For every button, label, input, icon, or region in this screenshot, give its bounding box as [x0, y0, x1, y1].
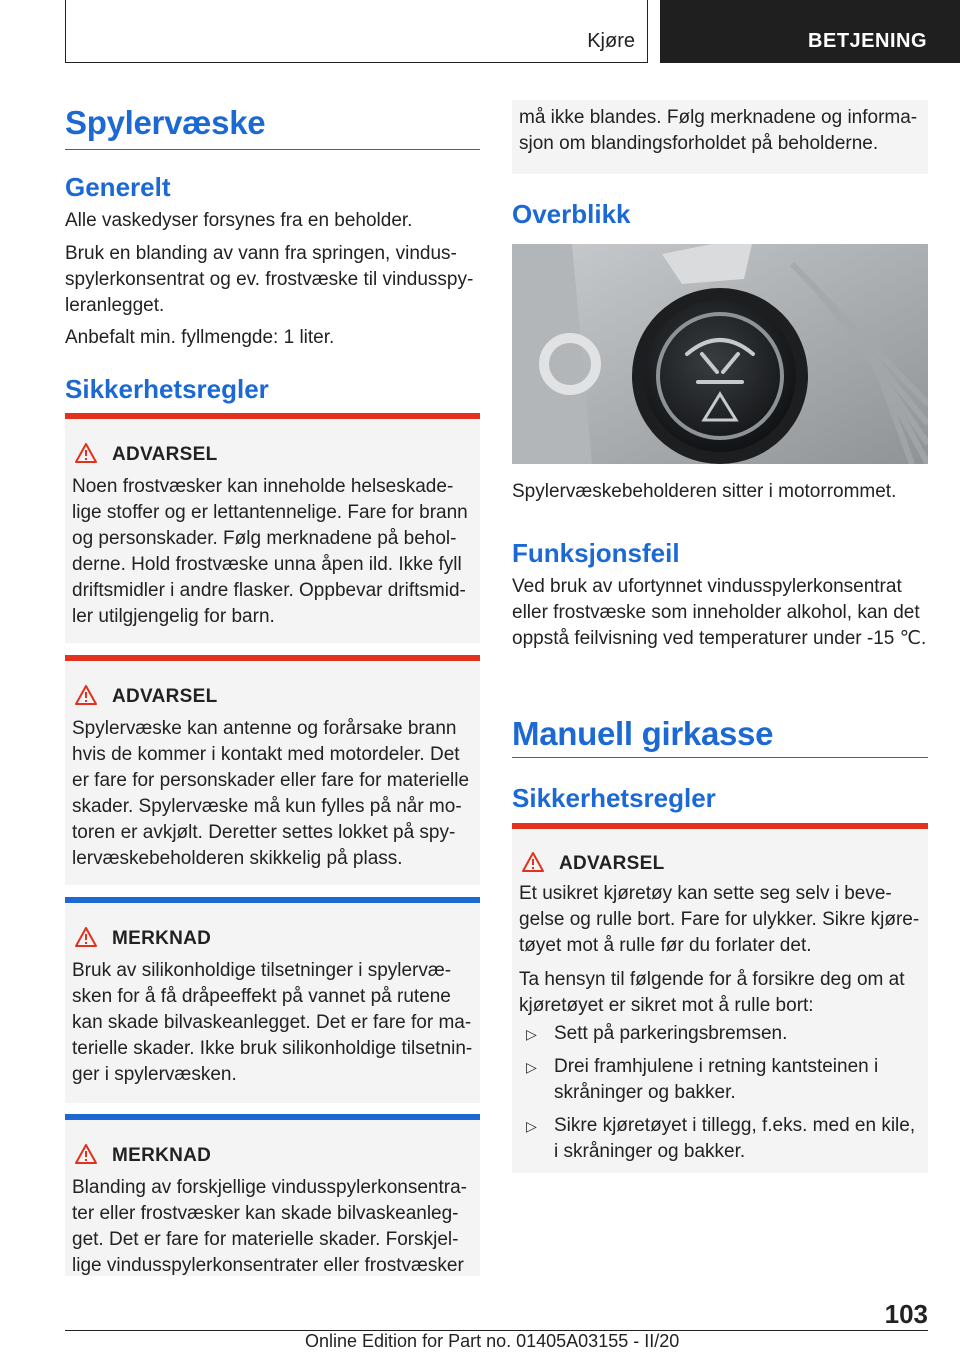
warning-notice-1	[65, 413, 480, 643]
notice-text: Spylervæske kan antenne og forårsake brann hvis de kommer i kontakt med motordeler. Det er fare for personskader eller fare for materielle skader. Spylervæske må kun fylles på når mo-toren er avkjølt. Deretter settes lokket på spy-lervæskebeholderen skikkelig på plass.	[72, 718, 470, 869]
general-paragraph-1: Alle vaskedyser forsynes fra en beholder.	[65, 210, 413, 231]
list-item-text: Sett på parkeringsbremsen.	[554, 1023, 788, 1044]
notice-paragraph-2: Ta hensyn til følgende for å forsikre deg om at kjøretøyet er sikret mot å rulle bort:	[519, 969, 905, 1016]
caution-notice-2	[65, 1114, 480, 1276]
page-number: 103	[884, 1299, 928, 1329]
list-item-text: Drei framhjulene i retning kantsteinen i skråninger og bakker.	[554, 1056, 879, 1103]
notice-text: må ikke blandes. Følg merknadene og informa-sjon om blandingsforholdet på beholderne.	[519, 107, 918, 154]
photo-caption: Spylervæskebeholderen sitter i motorrommet.	[512, 481, 897, 502]
header-section-label: Kjøre	[587, 30, 635, 52]
title-rule	[65, 149, 480, 150]
header-frame	[65, 0, 648, 63]
notice-text: Noen frostvæsker kan inneholde helseskade-lige stoffer og er lettantennelige. Fare for brann og personskader. Følg merknadene på behol-derne. Hold frostvæske unna åpen ild. Ikke fyll driftsmidler i andre flasker. Oppbevar driftsmid-ler utilgjengelig for barn.	[72, 476, 468, 627]
notice-title: MERKNAD	[112, 928, 212, 949]
warning-triangle-icon	[75, 443, 97, 463]
warning-triangle-icon	[522, 852, 544, 872]
bullet-list	[512, 1021, 922, 1172]
list-item	[512, 1113, 922, 1165]
title-rule	[512, 757, 928, 758]
triangle-bullet-icon: ▷	[526, 1118, 537, 1134]
overview-heading: Overblikk	[512, 199, 631, 229]
safety-heading: Sikkerhetsregler	[65, 374, 269, 404]
general-heading: Generelt	[65, 172, 171, 202]
malfunction-heading: Funksjonsfeil	[512, 538, 680, 568]
notice-paragraph-1: Et usikret kjøretøy kan sette seg selv i beve-gelse og rulle bort. Fare for ulykker. Sikre kjøre-tøyet mot å rulle før du forlater det.	[519, 883, 920, 956]
notice-text: Blanding av forskjellige vindusspylerkonsentra-ter eller frostvæsker kan skade bilvaskeanleg-get. Det er fare for materielle skader. Forskjel-lige vindusspylerkonsentrater eller frostvæsker	[72, 1177, 467, 1276]
triangle-bullet-icon: ▷	[526, 1059, 537, 1075]
notice-bar	[65, 655, 480, 661]
caution-notice-1	[65, 897, 480, 1103]
warning-notice-2	[65, 655, 480, 885]
washer-reservoir-photo	[512, 244, 928, 464]
malfunction-text: Ved bruk av ufortynnet vindusspylerkonsentrat eller frostvæske som inneholder alkohol, kan det oppstå feilvisning ved temperaturer under -15 ℃.	[512, 576, 927, 649]
notice-title: ADVARSEL	[559, 853, 665, 874]
engine-bay-illustration	[512, 244, 928, 464]
header-chapter-tab: BETJENING	[660, 0, 960, 63]
notice-title: ADVARSEL	[112, 686, 218, 707]
notice-title: ADVARSEL	[112, 444, 218, 465]
page-title: Spylervæske	[65, 104, 266, 141]
footer-edition: Online Edition for Part no. 01405A03155 - II/20	[305, 1331, 680, 1351]
notice-bar	[65, 897, 480, 903]
notice-bar	[65, 413, 480, 419]
general-paragraph-3: Anbefalt min. fyllmengde: 1 liter.	[65, 327, 335, 348]
list-item	[512, 1054, 922, 1106]
manual-safety-heading: Sikkerhetsregler	[512, 783, 716, 813]
warning-triangle-icon	[75, 1144, 97, 1164]
notice-title: MERKNAD	[112, 1145, 212, 1166]
notice-bar	[65, 1114, 480, 1120]
warning-triangle-icon	[75, 685, 97, 705]
continued-notice	[512, 100, 928, 174]
triangle-bullet-icon: ▷	[526, 1026, 537, 1042]
manual-gearbox-title: Manuell girkasse	[512, 715, 774, 752]
notice-text: Bruk av silikonholdige tilsetninger i spylervæ-sken for å få dråpeeffekt på vannet på rutene kan skade bilvaskeanlegget. Det er fare for ma-terielle skader. Ikke bruk silikonholdige tilsetnin-ger i spylervæsken.	[72, 960, 473, 1085]
warning-triangle-icon	[75, 927, 97, 947]
list-item	[512, 1021, 922, 1047]
general-paragraph-2: Bruk en blanding av vann fra springen, vindus-spylerkonsentrat og ev. frostvæske til vindusspy-leranlegget.	[65, 243, 474, 316]
notice-bar	[512, 823, 928, 829]
manual-warning-notice	[512, 823, 928, 1173]
list-item-text: Sikre kjøretøyet i tillegg, f.eks. med en kile, i skråninger og bakker.	[554, 1115, 916, 1162]
